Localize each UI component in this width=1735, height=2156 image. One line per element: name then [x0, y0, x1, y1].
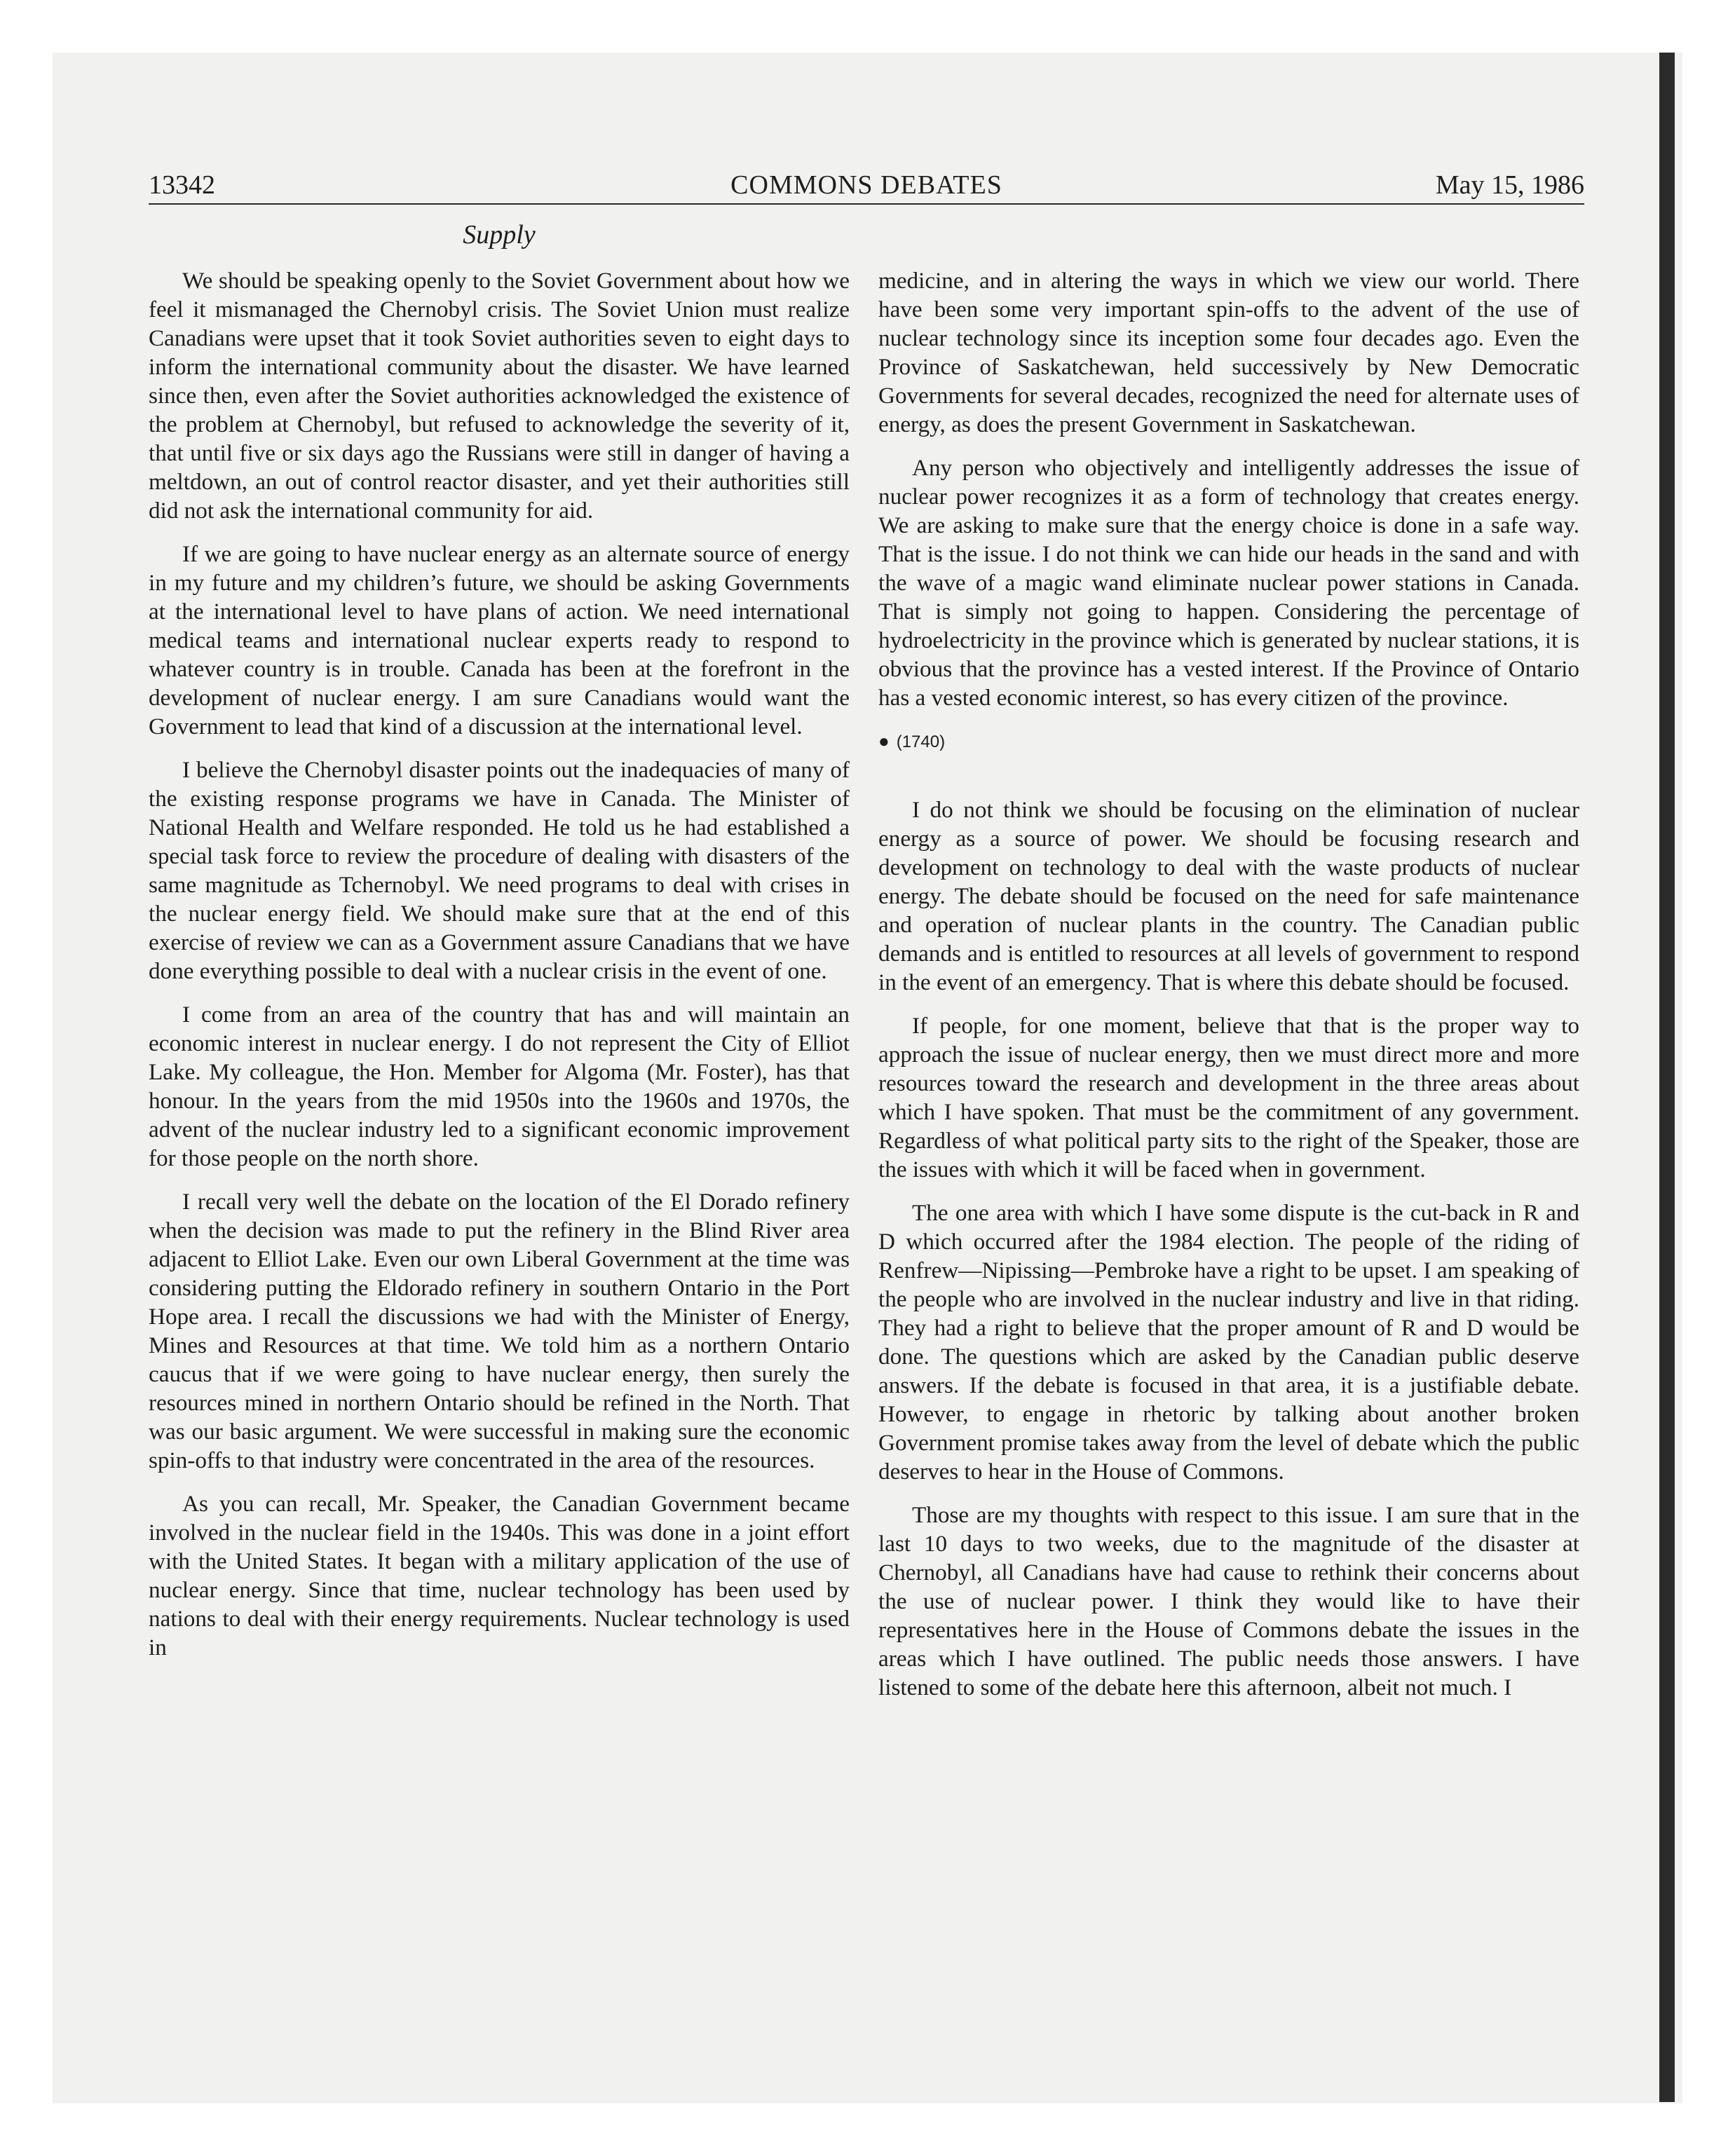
- paragraph: I believe the Chernobyl disaster points out the inadequacies of many of the existing response programs we have in Canada. The Minister of National Health and Welfare responded. He told us he had established a special task force to review the procedure of dealing with disasters of the same magnitude as Tchernobyl. We need programs to deal with crises in the nuclear energy field. We should make sure that at the end of this exercise of review we can as a Government assure Canadians that we have done everything possible to deal with a nuclear crisis in the event of one.: [149, 757, 850, 984]
- paragraph: I do not think we should be focusing on the elimination of nuclear energy as a source of power. We should be focusing research and development on technology to deal with the waste products of nuclear energy. The debate should be focused on the need for safe maintenance and operation of nuclear plants in the country. The Canadian public demands and is entitled to resources at all levels of government to respond in the event of an emergency. That is where this debate should be focused.: [878, 797, 1579, 995]
- right-column: [878, 266, 1579, 1717]
- paragraph: I come from an area of the country that has and will maintain an economic interest in nuclear energy. I do not represent the City of Elliot Lake. My colleague, the Hon. Member for Algoma (Mr. Foster), has that honour. In the years from the mid 1950s into the 1960s and 1970s, the advent of the nuclear industry led to a significant economic improvement for those people on the north shore.: [149, 1002, 850, 1171]
- issue-date: May 15, 1986: [1435, 170, 1584, 200]
- paragraph: Those are my thoughts with respect to this issue. I am sure that in the last 10 days to two weeks, due to the magnitude of the disaster at Chernobyl, all Canadians have had cause to rethink their concerns about the use of nuclear power. I think they would like to have their representatives here in the House of Commons debate the issues in the areas which I have outlined. The public needs those answers. I have listened to some of the debate here this afternoon, albeit not much. I: [878, 1502, 1579, 1700]
- paragraph: We should be speaking openly to the Soviet Government about how we feel it mismanaged the Chernobyl crisis. The Soviet Union must realize Canadians were upset that it took Soviet authorities seven to eight days to inform the international community about the disaster. We have learned since then, even after the Soviet authorities acknowledged the existence of the problem at Chernobyl, but refused to acknowledge the severity of it, that until five or six days ago the Russians were still in danger of having a meltdown, an out of control reactor disaster, and yet their authorities still did not ask the international community for aid.: [149, 268, 850, 524]
- section-title: Supply: [463, 220, 536, 250]
- publication-title: COMMONS DEBATES: [730, 170, 1002, 200]
- page-number: 13342: [149, 170, 215, 200]
- paragraph: As you can recall, Mr. Speaker, the Canadian Government became involved in the nuclear field in the 1940s. This was done in a joint effort with the United States. It began with a military application of the use of nuclear energy. Since that time, nuclear technology has been used by nations to deal with their energy requirements. Nuclear technology is used in: [149, 1491, 850, 1660]
- running-header: [149, 167, 1584, 205]
- paragraph: Any person who objectively and intelligently addresses the issue of nuclear power recognizes it as a form of technology that creates energy. We are asking to make sure that the energy choice is done in a safe way. That is the issue. I do not think we can hide our heads in the sand and with the wave of a magic wand eliminate nuclear power stations in Canada. That is simply not going to happen. Considering the percentage of hydroelectricity in the province which is generated by nuclear stations, it is obvious that the province has a vested interest. If the Province of Ontario has a vested economic interest, so has every citizen of the province.: [878, 455, 1579, 711]
- left-column: [149, 266, 850, 1677]
- paragraph-continued: medicine, and in altering the ways in which we view our world. There have been some very important spin-offs to the advent of the use of nuclear technology since its inception some four decades ago. Even the Province of Saskatchewan, held successively by New Democratic Governments for several decades, recognized the need for alternate uses of energy, as does the present Government in Saskatchewan.: [878, 268, 1579, 437]
- binding-edge: [1659, 53, 1675, 2102]
- time-marker: [878, 727, 1579, 756]
- paragraph: The one area with which I have some dispute is the cut-back in R and D which occurred after the 1984 election. The people of the riding of Renfrew—Nipissing—Pembroke have a right to be upset. I am speaking of the people who are involved in the nuclear industry and live in that riding. They had a right to believe that the proper amount of R and D would be done. The questions which are asked by the Canadian public deserve answers. If the debate is focused in that area, it is a justifiable debate. However, to engage in rhetoric by talking about another broken Government promise takes away from the level of debate which the public deserves to hear in the House of Commons.: [878, 1200, 1579, 1485]
- bullet-icon: ●: [878, 730, 890, 751]
- paragraph: If we are going to have nuclear energy as an alternate source of energy in my future and my children’s future, we should be asking Governments at the international level to have plans of action. We need international medical teams and international nuclear experts ready to respond to whatever country is in trouble. Canada has been at the forefront in the development of nuclear energy. I am sure Canadians would want the Government to lead that kind of a discussion at the international level.: [149, 541, 850, 739]
- paragraph: I recall very well the debate on the location of the El Dorado refinery when the decision was made to put the refinery in the Blind River area adjacent to Elliot Lake. Even our own Liberal Government at the time was considering putting the Eldorado refinery in southern Ontario in the Port Hope area. I recall the discussions we had with the Minister of Energy, Mines and Resources at that time. We told him as a northern Ontario caucus that if we were going to have nuclear energy, then surely the resources mined in northern Ontario should be refined in the North. That was our basic argument. We were successful in making sure the economic spin-offs to that industry were concentrated in the area of the resources.: [149, 1189, 850, 1473]
- paragraph: If people, for one moment, believe that that is the proper way to approach the issue of nuclear energy, then we must direct more and more resources toward the research and development in the three areas about which I have spoken. That must be the commitment of any government. Regardless of what political party sits to the right of the Speaker, those are the issues with which it will be faced when in government.: [878, 1013, 1579, 1182]
- time-stamp: (1740): [896, 732, 946, 751]
